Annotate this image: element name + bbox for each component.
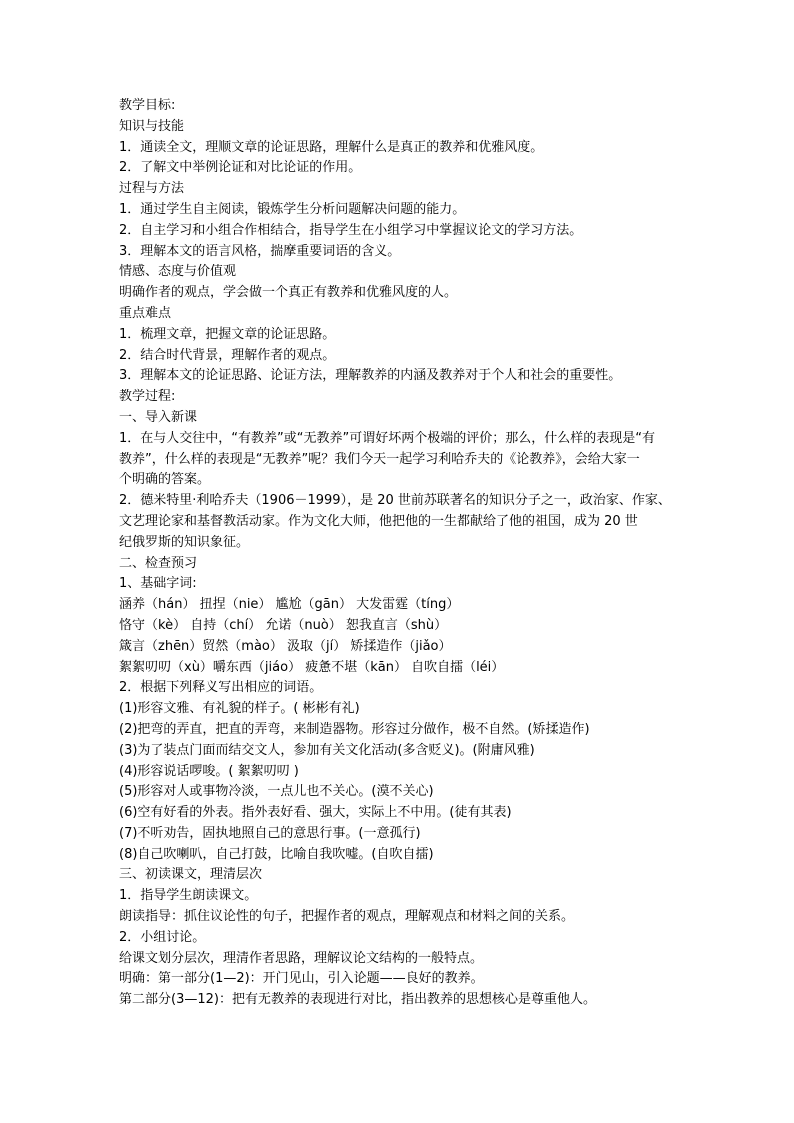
text-line: 教学过程: xyxy=(119,389,176,405)
text-line: 2．小组讨论。 xyxy=(119,929,206,945)
text-line: 恪守（kè） 自持（chí） 允诺（nuò） 恕我直言（shù） xyxy=(119,617,448,633)
text-line: 纪俄罗斯的知识象征。 xyxy=(119,534,250,550)
text-line: 2．自主学习和小组合作相结合，指导学生在小组学习中掌握议论文的学习方法。 xyxy=(119,222,583,238)
text-line: 过程与方法 xyxy=(119,181,185,197)
text-line: 1．通读全文，理顺文章的论证思路，理解什么是真正的教养和优雅风度。 xyxy=(119,139,544,155)
text-line: 文艺理论家和基督教活动家。作为文化大师，他把他的一生都献给了他的祖国，成为 20 世 xyxy=(119,513,638,529)
text-line: 情感、态度与价值观 xyxy=(119,264,237,280)
text-line: 给课文划分层次，理清作者思路，理解议论文结构的一般特点。 xyxy=(119,950,484,966)
text-line: (3)为了装点门面而结交文人，参加有关文化活动(多含贬义)。(附庸风雅) xyxy=(119,742,535,758)
text-line: 明确作者的观点，学会做一个真正有教养和优雅风度的人。 xyxy=(119,285,458,301)
text-line: 1．在与人交往中，“有教养”或“无教养”可谓好坏两个极端的评价；那么，什么样的表现是“有 xyxy=(119,430,655,446)
text-line: (1)形容文雅、有礼貌的样子。( 彬彬有礼) xyxy=(119,701,360,717)
text-line: 明确：第一部分(1—2)：开门见山，引入论题——良好的教养。 xyxy=(119,971,484,987)
text-line: 2．了解文中举例论证和对比论证的作用。 xyxy=(119,160,362,176)
text-line: 箴言（zhēn）贸然（mào） 汲取（jí） 矫揉造作（jiǎo） xyxy=(119,638,452,654)
text-line: 涵养（hán） 扭捏（nie） 尴尬（gān） 大发雷霆（tíng） xyxy=(119,597,460,613)
text-line: (5)形容对人或事物冷淡，一点儿也不关心。(漠不关心) xyxy=(119,784,434,800)
text-line: 第二部分(3—12)：把有无教养的表现进行对比，指出教养的思想核心是尊重他人。 xyxy=(119,992,596,1008)
text-line: 1．通过学生自主阅读，锻炼学生分析问题解决问题的能力。 xyxy=(119,201,466,217)
text-line: 三、初读课文，理清层次 xyxy=(119,867,263,883)
text-line: (7)不听劝告，固执地照自己的意思行事。(一意孤行) xyxy=(119,825,421,841)
text-line: 3．理解本文的语言风格，揣摩重要词语的含义。 xyxy=(119,243,401,259)
text-line: 1．梳理文章，把握文章的论证思路。 xyxy=(119,326,336,342)
text-line: (6)空有好看的外表。指外表好看、强大，实际上不中用。(徒有其表) xyxy=(119,805,512,821)
document-body xyxy=(119,96,679,1011)
text-line: 2．结合时代背景，理解作者的观点。 xyxy=(119,347,336,363)
text-line: 一、导入新课 xyxy=(119,409,198,425)
text-line: 2．德米特里·利哈乔夫（1906－1999），是 20 世前苏联著名的知识分子之一，政治家、作家、 xyxy=(119,493,671,509)
text-line: 朗读指导：抓住议论性的句子，把握作者的观点，理解观点和材料之间的关系。 xyxy=(119,909,575,925)
text-line: 1、基础字词: xyxy=(119,576,197,592)
text-line: 二、检查预习 xyxy=(119,555,198,571)
text-line: 3．理解本文的论证思路、论证方法，理解教养的内涵及教养对于个人和社会的重要性。 xyxy=(119,368,622,384)
text-line: 重点难点 xyxy=(119,305,172,321)
text-line: 知识与技能 xyxy=(119,118,185,134)
text-line: 个明确的答案。 xyxy=(119,472,211,488)
text-line: (8)自己吹喇叭，自己打鼓，比喻自我吹嘘。(自吹自擂) xyxy=(119,846,434,862)
text-line: 教学目标: xyxy=(119,98,176,113)
text-line: (4)形容说话啰唆。( 絮絮叨叨 ) xyxy=(119,763,299,779)
text-line: 教养”，什么样的表现是“无教养”呢？我们今天一起学习利哈乔夫的《论教养》，会给大家一 xyxy=(119,451,640,467)
text-line: 1．指导学生朗读课文。 xyxy=(119,888,258,904)
text-line: 絮絮叨叨（xù）嚼东西（jiáo） 疲惫不堪（kān） 自吹自擂（léi） xyxy=(119,659,505,675)
text-line: (2)把弯的弄直，把直的弄弯，来制造器物。形容过分做作，极不自然。(矫揉造作) xyxy=(119,721,590,737)
text-line: 2．根据下列释义写出相应的词语。 xyxy=(119,680,323,696)
